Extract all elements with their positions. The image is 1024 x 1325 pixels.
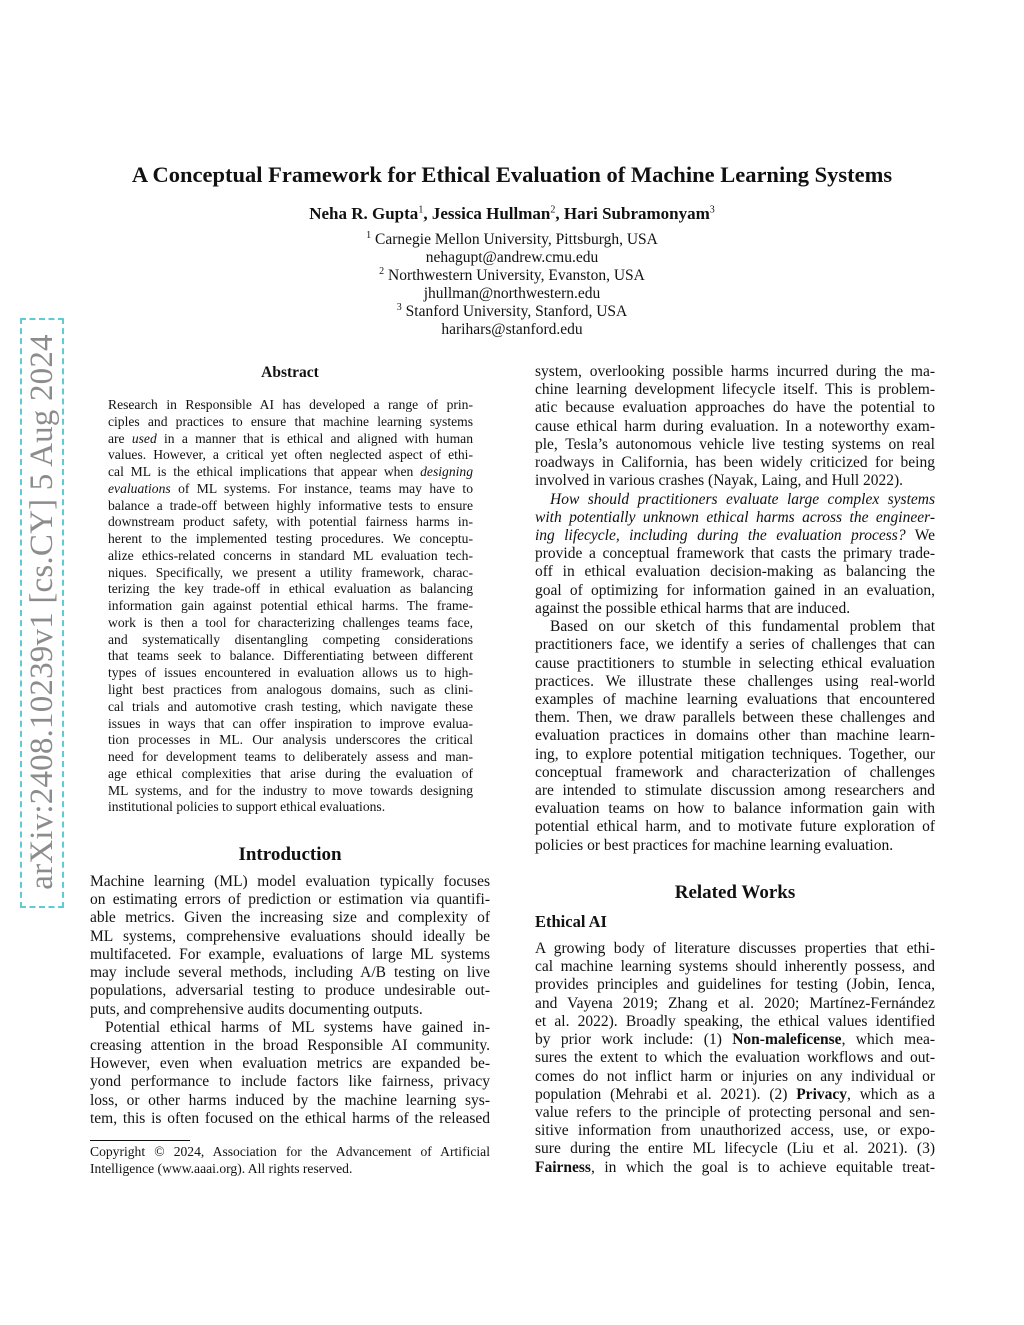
- affiliations: [0, 231, 1024, 340]
- author-name: Jessica Hullman: [431, 204, 551, 223]
- introduction-line: ML systems, comprehensive evaluations should ideally be: [90, 927, 490, 945]
- introduction-line: tem, this is often focused on the ethical harms of the released: [90, 1109, 490, 1127]
- introduction-line: puts, and comprehensive audits documenting outputs.: [90, 1000, 423, 1018]
- affiliation-email: harihars@stanford.edu: [441, 321, 583, 339]
- affiliation-mark: 1: [366, 229, 372, 241]
- abstract-line: downstream product safety, with potential fairness harms in-: [108, 514, 473, 530]
- abstract-line: tion processes in ML. Our analysis underscores the critical: [108, 732, 473, 748]
- introduction-line: against the possible ethical harms that are induced.: [535, 599, 851, 617]
- introduction-line: on estimating errors of prediction or estimation via quantifi-: [90, 891, 490, 909]
- introduction-line: practices. We illustrate these challenges using real-world: [535, 672, 935, 690]
- abstract-line: need for development teams to deliberately assess and man-: [108, 749, 473, 765]
- footnote-line: Copyright © 2024, Association for the Advancement of Artificial: [90, 1144, 490, 1159]
- introduction-line: Based on our sketch of this fundamental problem that: [550, 618, 935, 636]
- author-separator: ,: [423, 204, 432, 223]
- introduction-line: may include several methods, including A/B testing on live: [90, 964, 490, 982]
- abstract-line: that teams seek to balance. Differentiating between different: [108, 648, 473, 664]
- ethical-ai-line: Fairness, in which the goal is to achieve equitable treat-: [535, 1158, 935, 1176]
- abstract-line: information gain against potential ethical harms. The frame-: [108, 598, 473, 614]
- affiliation-email: nehagupt@andrew.cmu.edu: [425, 249, 599, 267]
- abstract-line: values. However, a critical yet often neglected aspect of ethi-: [108, 447, 473, 463]
- introduction-line: off in ethical evaluation decision-making as balancing the: [535, 563, 935, 581]
- related-works-heading: Related Works: [674, 882, 796, 903]
- copyright-footnote: [90, 1144, 490, 1177]
- affiliation-org: [0, 267, 1024, 285]
- introduction-line: Potential ethical harms of ML systems have gained in-: [105, 1018, 490, 1036]
- introduction-line: Machine learning (ML) model evaluation typically focuses: [90, 873, 490, 890]
- abstract-line: alize ethics-related concerns in standard ML evaluation tech-: [108, 547, 473, 563]
- affiliation-org: [0, 231, 1024, 249]
- arxiv-identifier[interactable]: arXiv:2408.10239v1 [cs.CY] 5 Aug 2024: [24, 334, 60, 890]
- introduction-line: them. Then, we draw parallels between these challenges and: [535, 709, 935, 727]
- ethical-ai-line: provides principles and guidelines for testing (Jobin, Ienca,: [535, 976, 935, 994]
- introduction-line: evaluation teams on how to balance information gain with: [535, 800, 935, 818]
- introduction-line: ing lifecycle, including during the evaluation process? We: [535, 526, 935, 544]
- footnote-line: Intelligence (www.aaai.org). All rights reserved.: [90, 1160, 353, 1176]
- abstract-line: age ethical complexities that arise during the evaluation of: [108, 765, 473, 781]
- introduction-line: goal of optimizing for information gained in an evaluation,: [535, 581, 935, 599]
- introduction-body: [90, 873, 490, 1128]
- introduction-line: provide a conceptual framework that casts the primary trade-: [535, 545, 935, 563]
- introduction-line: ple, Tesla’s autonomous vehicle live testing systems on real: [535, 435, 935, 453]
- author-separator: ,: [555, 204, 564, 223]
- abstract-line: cal ML is the ethical implications that appear when designing: [108, 464, 473, 480]
- abstract-line: Research in Responsible AI has developed a range of prin-: [108, 397, 473, 412]
- introduction-line: policies or best practices for machine learning evaluation.: [535, 836, 894, 854]
- author-affiliation-mark: 3: [709, 204, 715, 216]
- affiliation-name: Stanford University, Stanford, USA: [405, 303, 628, 321]
- ethical-ai-line: and Vayena 2019; Zhang et al. 2020; Martínez-Fernández: [535, 994, 935, 1012]
- abstract-line: ciples and practices to ensure that machine learning systems: [108, 413, 473, 429]
- introduction-line: practitioners face, we identify a series of challenges that can: [535, 636, 935, 654]
- author-list: [0, 203, 1024, 225]
- affiliation-name: Carnegie Mellon University, Pittsburgh, USA: [375, 231, 658, 248]
- ethical-ai-line: sitive information from unauthorized access, use, or expo-: [535, 1122, 935, 1140]
- introduction-line: yond performance to include factors like fairness, privacy: [90, 1073, 490, 1091]
- abstract-line: are used in a manner that is ethical and aligned with human: [108, 430, 473, 446]
- author-affiliation-mark: 1: [418, 204, 424, 216]
- introduction-line: potential ethical harm, and to motivate future exploration of: [535, 818, 935, 836]
- introduction-line: creasing attention in the broad Responsible AI community.: [90, 1036, 490, 1054]
- introduction-line: cause ethical harm during evaluation. In a noteworthy exam-: [535, 417, 935, 435]
- author-name: Hari Subramonyam: [563, 204, 710, 223]
- introduction-line: atic because evaluation approaches do have the potential to: [535, 399, 935, 417]
- introduction-line: cause practitioners to stumble in selecting ethical evaluation: [535, 654, 935, 672]
- introduction-line: multifaceted. For example, evaluations of large ML systems: [90, 945, 490, 963]
- abstract-line: evaluations of ML systems. For instance, teams may have to: [108, 480, 473, 496]
- footnote-rule: [90, 1140, 190, 1141]
- abstract-line: terizing the key trade-off in ethical evaluation as balancing: [108, 581, 473, 597]
- ethical-ai-body: [535, 940, 935, 1177]
- ethical-ai-line: by prior work include: (1) Non-maleficense, which mea-: [535, 1031, 935, 1049]
- introduction-line: How should practitioners evaluate large complex systems: [550, 490, 935, 508]
- ethical-ai-heading: Ethical AI: [535, 912, 607, 931]
- ethical-ai-line: comes do not inflict harm or injuries on any individual or: [535, 1067, 935, 1085]
- author-name: Neha R. Gupta: [309, 204, 419, 223]
- abstract-line: niques. Specifically, we present a utility framework, charac-: [108, 564, 473, 580]
- ethical-ai-line: value refers to the principle of protecting personal and sen-: [535, 1103, 935, 1121]
- introduction-line: with potentially unknown ethical harms across the engineer-: [535, 508, 935, 526]
- abstract-line: cal trials and automotive crash testing, which navigate these: [108, 698, 473, 714]
- abstract-line: herent to the implemented testing procedures. We conceptu-: [108, 531, 473, 547]
- abstract-line: light best practices from analogous domains, such as clini-: [108, 682, 473, 698]
- abstract-line: issues in ways that can offer inspiration to improve evalua-: [108, 715, 473, 731]
- introduction-line: examples of machine learning evaluations that encountered: [535, 690, 935, 708]
- ethical-ai-line: A growing body of literature discusses properties that ethi-: [535, 940, 935, 957]
- abstract-line: and systematically disentangling competing considerations: [108, 631, 473, 647]
- introduction-line: involved in various crashes (Nayak, Laing, and Hull 2022).: [535, 472, 904, 490]
- abstract-line: types of issues encountered in evaluation allows us to high-: [108, 665, 473, 681]
- abstract-line: balance a trade-off between highly informative tests to ensure: [108, 497, 473, 513]
- introduction-line: are intended to stimulate discussion among researchers and: [535, 782, 935, 800]
- abstract-heading: Abstract: [261, 364, 319, 381]
- affiliation-mark: 3: [396, 302, 402, 314]
- ethical-ai-line: sures the extent to which the evaluation workflows and out-: [535, 1049, 935, 1067]
- introduction-line: evaluation practices in domains other than machine learn-: [535, 727, 935, 745]
- author-affiliation-mark: 2: [550, 204, 556, 216]
- paper-title: A Conceptual Framework for Ethical Evaluation of Machine Learning Systems: [131, 162, 893, 187]
- abstract-line: ML systems, and for the industry to move towards designing: [108, 782, 473, 798]
- ethical-ai-line: sure during the entire ML lifecycle (Liu et al. 2021). (3): [535, 1140, 935, 1158]
- affiliation-email: jhullman@northwestern.edu: [423, 285, 601, 303]
- introduction-line: populations, adversarial testing to produce undesirable out-: [90, 982, 490, 1000]
- introduction-line: chine learning development lifecycle itself. This is problem-: [535, 381, 935, 399]
- affiliation-name: Northwestern University, Evanston, USA: [388, 267, 645, 285]
- introduction-line: conceptual framework and characterization of challenges: [535, 763, 935, 781]
- abstract-line: work is then a tool for characterizing challenges teams face,: [108, 614, 473, 630]
- introduction-line: ing, to explore potential mitigation techniques. Together, our: [535, 745, 935, 763]
- introduction-continued: [535, 363, 935, 855]
- ethical-ai-line: et al. 2022). Broadly speaking, the ethical values identified: [535, 1012, 935, 1030]
- introduction-line: loss, or other harms induced by the machine learning sys-: [90, 1091, 490, 1109]
- affiliation-mark: 2: [379, 266, 385, 278]
- ethical-ai-line: cal machine learning systems should inherently possess, and: [535, 958, 935, 976]
- introduction-line: able metrics. Given the increasing size and complexity of: [90, 909, 490, 927]
- introduction-line: However, even when evaluation metrics are expanded be-: [90, 1055, 490, 1073]
- introduction-line: system, overlooking possible harms incurred during the ma-: [535, 363, 935, 380]
- introduction-heading: Introduction: [238, 844, 342, 865]
- affiliation-org: [0, 303, 1024, 321]
- ethical-ai-line: population (Mehrabi et al. 2021). (2) Privacy, which as a: [535, 1085, 936, 1103]
- abstract-body: [108, 397, 473, 816]
- introduction-line: roadways in California, has been widely criticized for being: [535, 454, 935, 472]
- abstract-line: institutional policies to support ethical evaluations.: [108, 799, 386, 815]
